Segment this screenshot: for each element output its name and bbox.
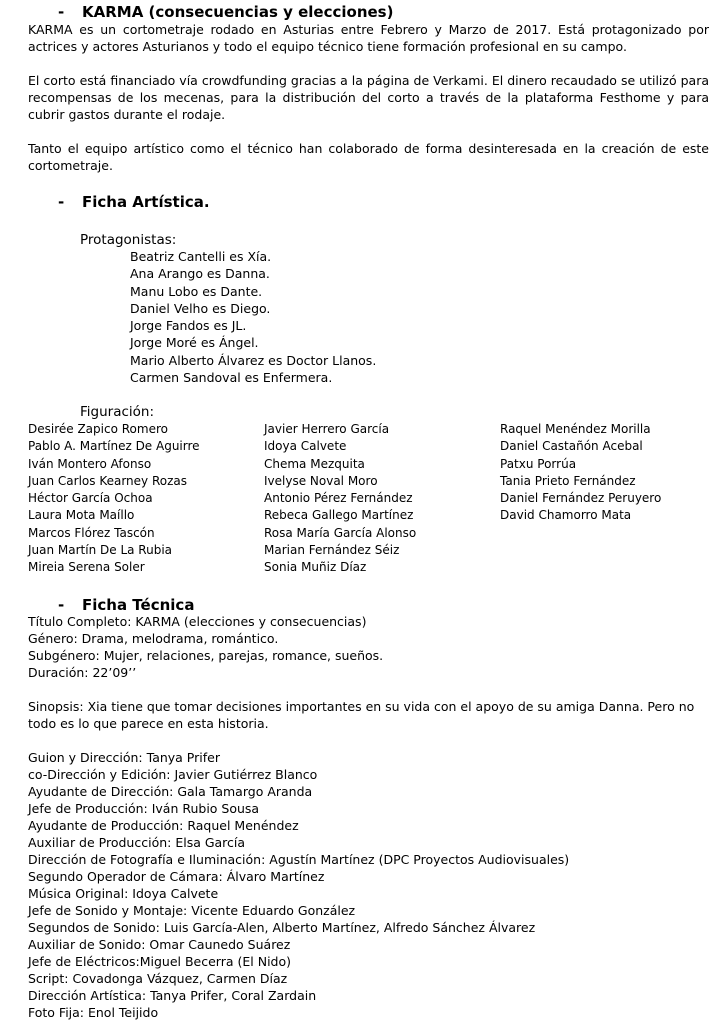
extra-name: Juan Martín De La Rubia (28, 543, 173, 558)
cast-member: Jorge Fandos es JL. (130, 318, 247, 334)
extra-name: Sonia Muñiz Díaz (264, 560, 367, 575)
credit-line: Ayudante de Producción: Raquel Menéndez (28, 818, 299, 833)
extra-name: Idoya Calvete (264, 439, 347, 454)
sinopsis-paragraph: Sinopsis: Xia tiene que tomar decisiones importantes en su vida con el apoyo de su amiga Danna. Pero no todo es lo que parece en esta historia. (28, 699, 695, 731)
extra-name: Chema Mezquita (264, 456, 365, 471)
paragraph-team: Tanto el equipo artístico como el técnico han colaborado de forma desinteresada en la creación de este cortometraje. (28, 141, 709, 173)
extra-name: Rosa María García Alonso (264, 525, 417, 540)
heading-title: Ficha Técnica (82, 596, 195, 614)
cast-member: Mario Alberto Álvarez es Doctor Llanos. (130, 352, 377, 368)
credit-line: Jefe de Sonido y Montaje: Vicente Eduardo González (28, 903, 356, 918)
credit-line: Dirección Artística: Tanya Prifer, Coral Zardain (28, 988, 317, 1003)
extra-name: Rebeca Gallego Martínez (264, 508, 414, 523)
bullet-dash: - (58, 596, 65, 614)
info-line: Duración: 22’09’’ (28, 665, 137, 680)
extra-name: Mireia Serena Soler (28, 560, 145, 575)
cast-member: Beatriz Cantelli es Xía. (130, 249, 272, 264)
figuracion-label: Figuración: (80, 404, 155, 420)
credit-line: Dirección de Fotografía e Iluminación: Agustín Martínez (DPC Proyectos Audiovisuales) (28, 852, 570, 867)
tecnica-info-list (28, 613, 383, 681)
credit-line: Segundo Operador de Cámara: Álvaro Martínez (28, 869, 325, 884)
credit-line: Jefe de Producción: Iván Rubio Sousa (28, 801, 260, 816)
protagonistas-list (130, 248, 376, 386)
extra-name: Patxu Porrúa (500, 456, 577, 471)
extra-name: Tania Prieto Fernández (500, 473, 636, 488)
extra-name: Daniel Fernández Peruyero (500, 491, 662, 506)
credit-line: Auxiliar de Producción: Elsa García (28, 835, 246, 850)
info-line: Subgénero: Mujer, relaciones, parejas, romance, sueños. (28, 648, 384, 663)
section-heading-ficha-tecnica (58, 596, 194, 614)
paragraph-funding: El corto está financiado vía crowdfunding gracias a la página de Verkami. El dinero recaudado se utilizó para recompensas de los mecenas, para la distribución del corto a través de la plataforma Festhome y para cubrir gastos durante el rodaje. (28, 73, 709, 122)
heading-title: KARMA (consecuencias y elecciones) (82, 3, 394, 21)
cast-member: Carmen Sandoval es Enfermera. (130, 370, 333, 386)
credit-line: Jefe de Eléctricos:Miguel Becerra (El Nido) (28, 954, 292, 969)
info-line: Género: Drama, melodrama, romántico. (28, 631, 279, 646)
extra-name: Daniel Castañón Acebal (500, 439, 643, 454)
credit-line: Ayudante de Dirección: Gala Tamargo Aranda (28, 784, 313, 799)
cast-member: Daniel Velho es Diego. (130, 300, 271, 316)
credits-list (28, 749, 569, 1021)
heading-title: Ficha Artística. (82, 193, 210, 211)
section-heading-ficha-artistica (58, 193, 210, 211)
extra-name: Marian Fernández Séiz (264, 543, 400, 558)
extra-name: Marcos Flórez Tascón (28, 525, 155, 540)
cast-member: Manu Lobo es Dante. (130, 283, 263, 299)
credit-line: Foto Fija: Enol Teijido (28, 1005, 159, 1020)
extra-name: Héctor García Ochoa (28, 491, 153, 506)
extra-name: Iván Montero Afonso (28, 456, 152, 471)
extra-name: Desirée Zapico Romero (28, 422, 168, 436)
cast-member: Ana Arango es Danna. (130, 266, 270, 282)
bullet-dash: - (58, 3, 65, 21)
paragraph-intro: KARMA es un cortometraje rodado en Asturias entre Febrero y Marzo de 2017. Está protagonizado por actrices y actores Asturianos y todo el equipo técnico tiene formación profesional en su campo. (28, 22, 709, 54)
extra-name: Raquel Menéndez Morilla (500, 422, 651, 436)
credit-line: Auxiliar de Sonido: Omar Caunedo Suárez (28, 937, 291, 952)
extra-name: David Chamorro Mata (500, 508, 632, 523)
credit-line: Script: Covadonga Vázquez, Carmen Díaz (28, 971, 288, 986)
extra-name: Ivelyse Noval Moro (264, 473, 378, 488)
extra-name: Javier Herrero García (264, 422, 390, 436)
figuracion-column-1 (28, 421, 200, 577)
extra-name: Pablo A. Martínez De Aguirre (28, 439, 200, 454)
cast-member: Jorge Moré es Ángel. (130, 335, 259, 351)
figuracion-column-2 (264, 421, 416, 577)
info-line: Título Completo: KARMA (elecciones y consecuencias) (28, 614, 367, 629)
extra-name: Juan Carlos Kearney Rozas (28, 473, 188, 488)
credit-line: Guion y Dirección: Tanya Prifer (28, 750, 220, 765)
credit-line: Segundos de Sonido: Luis García-Alen, Alberto Martínez, Alfredo Sánchez Álvarez (28, 920, 536, 935)
bullet-dash: - (58, 193, 65, 211)
section-heading-karma (58, 3, 393, 21)
protagonistas-label: Protagonistas: (80, 232, 177, 248)
figuracion-column-3 (500, 421, 661, 525)
extra-name: Antonio Pérez Fernández (264, 491, 413, 506)
credit-line: Música Original: Idoya Calvete (28, 886, 219, 901)
extra-name: Laura Mota Maíllo (28, 508, 135, 523)
credit-line: co-Dirección y Edición: Javier Gutiérrez Blanco (28, 767, 318, 782)
